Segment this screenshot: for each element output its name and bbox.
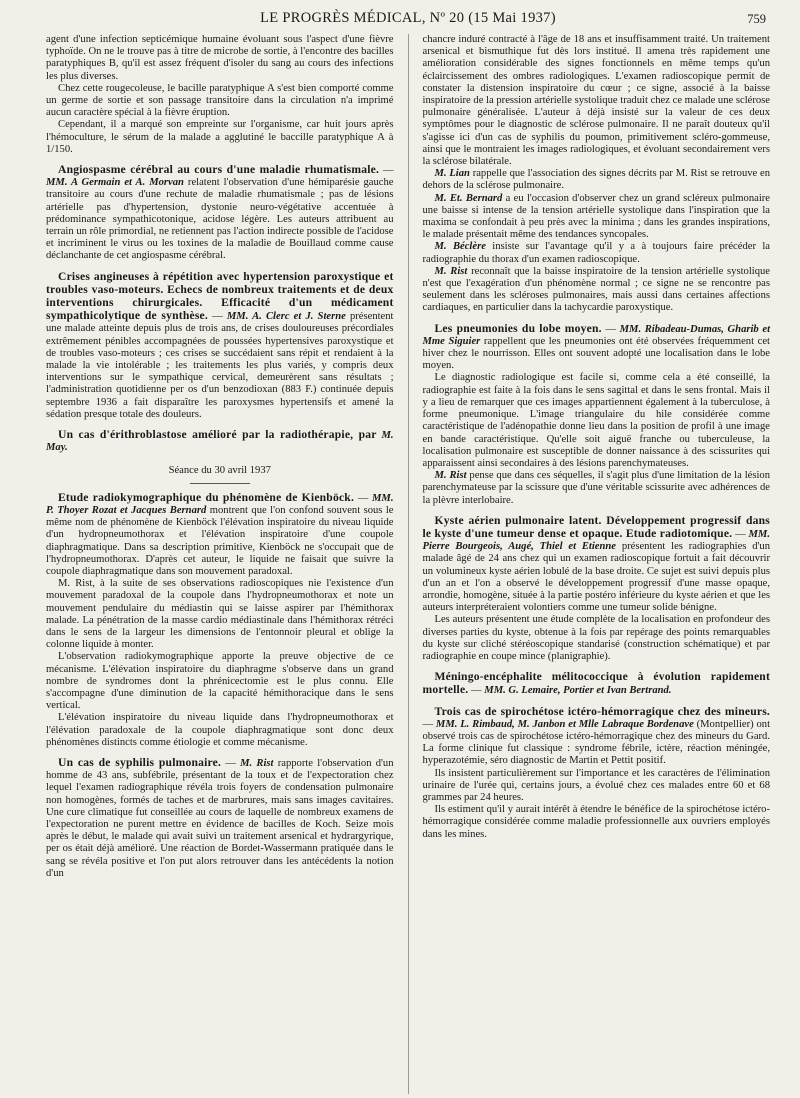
section-text: présentent les radiographies d'un malade âgé de 24 ans chez qui un examen radioscopique fortuit a fait découvrir un volumineux kyste aérien lobulé de la base droite. Ce sujet est suivi depuis plus d'un an et l'on a observé le développement progressif d'une masse opaque, arrondie, homogène, située à la partie postéro inférieure du kyste aérien et que les auteurs interpréteraient volontiers comme une tumeur solide bénigne. — [422, 541, 771, 614]
left-column — [46, 34, 394, 880]
section-authors: M. Rist — [240, 757, 274, 769]
section-title: Trois cas de spirochétose ictéro-hémorragique chez des mineurs. — [434, 704, 771, 718]
section-title: Méningo-encéphalite mélitococcique à évolution rapidement mortelle. — [422, 670, 771, 697]
discussant: M. Béclère — [434, 241, 486, 253]
section-authors: M. May. — [46, 430, 394, 454]
paragraph-text: rappelle que l'association des signes décrits par M. Rist se retrouve en dehors de la sclérose pulmonaire. — [422, 168, 771, 192]
paragraph: chancre induré contracté à l'âge de 18 ans et insuffisamment traité. Un traitement arsenical et bismuthique fut dès lors institué. Il amena très rapidement une amélioration considérable des signes fonctionnels en même temps qu'un éclaircissement des ombres radiologiques. L'examen radioscopique permit de constater la distension inspiratoire du cœur ; ce signe, associé à la baisse inspiratoire de la pression artérielle systolique traduit chez ce malade une sclérose pulmonaire généralisée. L'auteur à déjà insisté sur la valeur de ces deux symptômes pour le diagnostic de sclérose pulmonaire. Il ne paraît douteux qu'il s'agisse ici d'un cas de syphilis du poumon, primitivement scléro-gommeuse, ainsi que le montraient les images radiologiques, et évoluant secondairement vers la sclérose bilatérale. — [422, 34, 771, 168]
paragraph: Ils estiment qu'il y aurait intérêt à étendre le bénéfice de la spirochétose ictéro-hémorragique considérée comme maladie professionnelle aux ouvriers employés dans les mines. — [422, 804, 771, 840]
section-pneumonies-lobe-moyen: Les pneumonies du lobe moyen. — MM. Ribadeau-Dumas, Gharib et Mme Siguier rappellent que les pneumonies ont été observées fréquemment cet hiver chez le nourrisson. Elles ont souvent adopté une localisation dans le lobe moyen. Le diagnostic radiologique est facile si, comme cela a été conseillé, la radiographie est faite à la fois dans le sens sagittal et dans le sens frontal. Mais il y a lieu de remarquer que ces images appartiennent également à la tuberculose, à forme pneumonique. L'image triangulaire du hile considérée comme caractéristique de l'adénopathie donne lieu dans la position de profil à une image en bande caractéristique. Qu'elle soit aiguë franche ou tuberculeuse, la localisation pulmonaire est susceptible de donner naissance à des scissurites qui apparaissent ainsi secondaires à des lésions parenchymateuses. M. Rist pense que dans ces séquelles, il s'agit plus d'une limitation de la lésion parenchymateuse par la scissure que d'une véritable scissurite avec adhérences de la plèvre interlobaire. — [422, 321, 771, 506]
page-number: 759 — [747, 12, 766, 26]
section-erithroblastose — [46, 429, 394, 454]
section-authors: MM. P. Thoyer Rozat et Jacques Bernard — [46, 492, 394, 516]
discussant: M. Rist — [434, 265, 468, 277]
section-spirochetose: Trois cas de spirochétose ictéro-hémorragique chez des mineurs. — MM. L. Rimbaud, M. Janbon et Mlle Labraque Bordenave (Montpellier) ont observé trois cas de spirochétose ictéro-hémorragique chez des mineurs du Gard. La forme clinique fut classique : syndrome fébrile, ictère, réaction méningée, hyperazotémie, séro diagnostic de Martin et Pettit positif. Ils insistent particulièrement sur l'importance et les caractères de l'élimination urinaire de l'urée qui, certains jours, a évolué chez ces malades entre 60 et 68 grammes par 24 heures. Ils estiment qu'il y aurait intérêt à étendre le bénéfice de la spirochétose ictéro-hémorragique considérée comme maladie professionnelle aux ouvriers employés dans les mines. — [422, 704, 771, 840]
section-title: Angiospasme cérébral au cours d'une maladie rhumatismale. — [58, 163, 380, 177]
section-text: rapporte l'observation d'un homme de 43 ans, subfébrile, présentant de la toux et de l'expectoration chez lequel l'examen radiographique révéla trois foyers de condensation pulmonaire non homogènes, formés de taches et de marbrures, mais sans images cavitaires. Une cure climatique fut conseillée au cours de laquelle de nombreux examens de l'expectoration ne purent mettre en évidence de bacilles de Koch. Seize mois après le début, le malade qui avait suivi un traitement arsenical et hydrargyrique, per os était déjà amélioré. Une réaction de Bordet-Wassermann pratiquée dans le sang se révéla positive et l'on put alors retrouver dans les antécédents la notion d'un — [46, 757, 394, 879]
section-kyste-aerien: Kyste aérien pulmonaire latent. Développement progressif dans le kyste d'une tumeur dense et opaque. Etude radiotomique. — MM. Pierre Bourgeois, Augé, Thiel et Etienne présentent les radiographies d'un malade âgé de 24 ans chez qui un examen radioscopique fortuit a fait découvrir un volumineux kyste aérien lobulé de la base droite. Ce sujet est suivi depuis plus d'un an et l'on a observé le développement progressif d'une masse opaque, arrondie, homogène, située à la partie postéro inférieure du kyste aérien et que les auteurs interpréteraient volontiers comme une tumeur solide bénigne. Les auteurs présentent une étude complète de la localisation en profondeur des diverses parties du kyste, obtenue à la fois par repérage des points remarquables du kyste sur cliché stéréoscopique standarisé (construction schématique) et par radiographie en coupe mince (planigraphie). — [422, 513, 771, 662]
paragraph-text: pense que dans ces séquelles, il s'agit plus d'une limitation de la lésion parenchymateuse par la scissure que d'une véritable scissurite avec adhérences de la plèvre interlobaire. — [422, 470, 771, 506]
section-angiospasme: Angiospasme cérébral au cours d'une maladie rhumatismale. — MM. A Germain et A. Morvan relatent l'observation d'une hémiparésie gauche transitoire au cours d'une rechute de maladie rhumatismale ; pas de lésions artérielle pas d'hypertension, dystonie neuro-végétative accentuée à prédominance sympathicotonique, acidose légère. Les auteurs attribuent au terrain un rôle primordial, ne retiennent pas l'action indirecte possible de l'acidose et incriminent le virus ou les toxines de la maladie de Bouillaud comme cause déclanchante de cet angiospasme cérébral. — [46, 163, 394, 262]
section-title: Etude radiokymographique du phénomène de Kienböck. — [58, 490, 355, 504]
paragraph: Chez cette rougecoleuse, le bacille paratyphique A s'est bien comporté comme un germe de sortie et son passage transitoire dans la circulation n'a imprimé aucun caractère spécial à la fièvre éruption. — [46, 82, 394, 119]
discussant: M. Lian — [434, 168, 470, 180]
section-authors: MM. L. Rimbaud, M. Janbon et Mlle Labraque Bordenave — [435, 718, 694, 730]
section-kienbock: Etude radiokymographique du phénomène de Kienböck. — MM. P. Thoyer Rozat et Jacques Bernard montrent que l'on confond souvent sous le même nom de phénomène de Kienböck l'élévation inspiratoire du niveau liquide d'un hydropneumothorax et l'élévation inspiratoire d'une coupole diaphragmatique. Dans sa description primitive, Kienböck ne s'occupait que de l'hydropneumothorax. D'après cet auteur, le liquide ne faisait que suivre la coupole diaphragmatique dans son mouvement paradoxal. M. Rist, à la suite de ses observations radioscopiques nie l'existence d'un mouvement paradoxal de la coupole dans l'hydropneumothorax et note un mouvement pendulaire du médiastin qui se laisse aspirer par l'hémithorax malade. La pénétration de la masse cardio médiastinale dans l'hémithorax rétréci dans le sens de la largeur les dimensions de l'entonnoir pleural et oblige la colonne liquide à monter. L'observation radiokymographique apporte la preuve objective de ce mécanisme. L'élévation inspiratoire du diaphragme s'observe dans un grand nombre de syndromes dont la phrénicectomie est le plus connu. Elle s'accompagne d'une diminution de la capacité hémithoracique dans le sens vertical. L'élévation inspiratoire du niveau liquide dans l'hydropneumothorax et l'élévation paradoxale de la coupole diaphragmatique sont donc deux phénomènes distincts comme étiologie et comme mécanisme. — [46, 490, 394, 748]
section-authors: MM. A. Clerc et J. Sterne — [226, 311, 346, 323]
section-text: rappellent que les pneumonies ont été observées fréquemment cet hiver chez le nourrisson. Elles ont souvent adopté une localisation dans le lobe moyen. — [422, 335, 771, 372]
section-authors: MM. A Germain et A. Morvan — [46, 177, 184, 189]
paragraph: Ils insistent particulièrement sur l'importance et les caractères de l'élimination urinaire de l'urée qui, certains jours, a évolué chez ces malades entre 60 et 68 grammes par 24 heures. — [422, 767, 771, 803]
section-authors: MM. Pierre Bourgeois, Augé, Thiel et Etienne — [422, 528, 771, 553]
session-divider — [190, 483, 250, 484]
section-text: relatent l'observation d'une hémiparésie gauche transitoire au cours d'une rechute de maladie rhumatismale ; pas de lésions artérielle pas d'hypertension, dystonie neuro-végétative accentuée à prédominance sympathicotonique, acidose légère. Les auteurs attribuent au terrain un rôle primordial, ne retiennent pas l'action indirecte possible de l'acidose et incriminent le virus ou les toxines de la maladie de Bouillaud comme cause déclanchante de cet angiospasme cérébral. — [46, 177, 394, 262]
section-crises-angineuses: Crises angineuses à répétition avec hypertension paroxystique et troubles vaso-moteurs. Echecs de nombreux traitements et de deux interventions chirurgicales. Efficacité d'un médicament sympathicolytique de synthèse. — MM. A. Clerc et J. Sterne présentent une malade atteinte depuis plus de trois ans, de crises douloureuses précordiales extrêmement pénibles accompagnées de poussées hypertensives paroxystique et de troubles vaso-moteurs ; ces crises se succédaient sans répit et rendaient à la malade la vie intolérable ; les traitements les plus variés, y compris deux interventions sur le sympathique cervical, demeurèrent sans résultats ; l'administration quotidienne per os d'un benzodioxan (883 F.) continuée depuis septembre 1936 a fait disparaître les paroxysmes hypertensifs et amené la sédation presque totale des douleurs. — [46, 269, 394, 420]
section-authors: MM. G. Lemaire, Portier et Ivan Bertrand. — [484, 685, 672, 697]
paragraph-text: a eu l'occasion d'observer chez un grand scléreux pulmonaire une baisse si intense de la tension artérielle systolique dans l'inspiration que la maxima se confondait à peu près avec la minima ; dans les grandes inspirations, le malade présentait même des tendances syncopales. — [422, 192, 771, 241]
right-column — [423, 34, 771, 841]
section-title: Kyste aérien pulmonaire latent. Développement progressif dans le kyste d'une tumeur dense et opaque. Etude radiotomique. — [422, 513, 771, 540]
paragraph: agent d'une infection septicémique humaine évoluant sous l'aspect d'une fièvre typhoïde. On ne le trouve pas à titre de microbe de sortie, à l'encontre des bacilles paratyphiques B, qu'il est assez fréquent d'isoler du sang au cours des infections les plus diverses. — [46, 34, 394, 82]
section-continuation — [46, 34, 394, 156]
paragraph: Cependant, il a marqué son empreinte sur l'organisme, car huit jours après l'hémoculture, le sérum de la malade a agglutiné le baccille paratyphique A à 1/150. — [46, 119, 394, 155]
section-syphilis-pulmonaire: Un cas de syphilis pulmonaire. — M. Rist rapporte l'observation d'un homme de 43 ans, subfébrile, présentant de la toux et de l'expectoration chez lequel l'examen radiographique révéla trois foyers de condensation pulmonaire non homogènes, formés de taches et de marbrures, mais sans images cavitaires. Une cure climatique fut conseillée au cours de laquelle de nombreux examens de l'expectoration ne purent mettre en évidence de bacilles de Koch. Seize mois après le début, le malade qui avait suivi un traitement arsenical et hydrargyrique, per os était déjà amélioré. Une réaction de Bordet-Wassermann pratiquée dans le sang se révéla positive et l'on put alors retrouver dans les antécédents la notion d'un — [46, 755, 394, 879]
paragraph-text: insiste sur l'avantage qu'il y a à toujours faire précéder la radiographie du thorax d'un examen radioscopique. — [422, 241, 770, 265]
section-meningo-encephalite: Méningo-encéphalite mélitococcique à évolution rapidement mortelle. — MM. G. Lemaire, Portier et Ivan Bertrand. — [422, 670, 771, 697]
section-text: présentent une malade atteinte depuis plus de trois ans, de crises douloureuses précordiales extrêmement pénibles accompagnées de poussées hypertensives paroxystique et de troubles vaso-moteurs ; ces crises se succédaient sans répit et rendaient à la malade la vie intolérable ; les traitements les plus variés, y compris deux interventions sur le sympathique cervical, demeurèrent sans résultats ; l'administration quotidienne per os d'un benzodioxan (883 F.) continuée depuis septembre 1936 a fait disparaître les paroxysmes hypertensifs et amené la sédation presque totale des douleurs. — [46, 311, 394, 420]
page-header — [46, 0, 770, 34]
section-authors: MM. Ribadeau-Dumas, Gharib et Mme Siguier — [422, 323, 771, 347]
section-title: Un cas de syphilis pulmonaire. — [58, 755, 222, 769]
discussant: M. Et. Bernard — [434, 192, 503, 204]
paragraph: M. Rist, à la suite de ses observations radioscopiques nie l'existence d'un mouvement paradoxal de la coupole dans l'hydropneumothorax et note un mouvement pendulaire du médiastin qui se laisse aspirer par l'hémithorax malade. La pénétration de la masse cardio médiastinale dans l'hémithorax rétréci dans le sens de la largeur les dimensions de l'entonnoir pleural et oblige la colonne liquide à monter. — [46, 578, 394, 651]
paragraph: L'observation radiokymographique apporte la preuve objective de ce mécanisme. L'élévation inspiratoire du diaphragme s'observe dans un grand nombre de syndromes dont la phrénicectomie est le plus connu. Elle s'accompagne d'une diminution de la capacité hémithoracique dans le sens vertical. — [46, 651, 394, 712]
paragraph-text: reconnaît que la baisse inspiratoire de la tension artérielle systolique n'est que l'exagération d'un phénomène normal ; ce signe ne se rencontre pas seulement dans les scléroses pulmonaires, mais aussi dans certaines affections cardiaques, en particulier dans la tachycardie paroxystique. — [422, 265, 771, 314]
section-text: (Montpellier) ont observé trois cas de spirochétose ictéro-hémorragique chez des mineurs du Gard. La forme clinique fut classique : syndrome fébrile, ictère, réaction méningée, hyperazotémie, séro diagnostic de Martin et Pettit positif. — [422, 718, 771, 767]
section-title: Les pneumonies du lobe moyen. — [434, 321, 602, 335]
paragraph: Les auteurs présentent une étude complète de la localisation en profondeur des diverses parties du kyste, obtenue à la fois par repérage des points remarquables du kyste sur cliché stéréoscopique standarisé (construction schématique) et par radiographie en coupe mince (planigraphie). — [422, 614, 771, 662]
section-syphilis-continued — [423, 34, 771, 315]
session-date: Séance du 30 avril 1937 — [168, 464, 271, 476]
paragraph: Le diagnostic radiologique est facile si, comme cela a été conseillé, la radiographie est faite à la fois dans le sens sagittal et dans le sens frontal. Mais il y a lieu de remarquer que ces images appartiennent également à la tuberculose, à forme pneumonique. L'image triangulaire du hile considérée comme caractéristique de l'adénopathie donne lieu dans la position de profil à une image en bande caractéristique. Qu'elle soit aiguë franche ou tuberculeuse, la localisation pulmonaire est susceptible de donner naissance à des scissurites qui apparaissent ainsi secondaires à des lésions parenchymateuses. — [422, 372, 771, 469]
discussant: M. Rist — [434, 470, 467, 482]
two-column-body — [46, 34, 770, 1094]
section-title: Un cas d'érithroblastose amélioré par la radiothérapie, par — [58, 428, 377, 442]
paragraph: L'élévation inspiratoire du niveau liquide dans l'hydropneumothorax et l'élévation paradoxale de la coupole diaphragmatique sont donc deux phénomènes distincts comme étiologie et comme mécanisme. — [46, 712, 394, 748]
running-title: LE PROGRÈS MÉDICAL, Nº 20 (15 Mai 1937) — [260, 10, 556, 26]
section-title: Crises angineuses à répétition avec hypertension paroxystique et troubles vaso-moteurs. Echecs de nombreux traitements et de deux interventions chirurgicales. Efficacité d'un médicament sympathicolytique de synthèse. — [46, 269, 394, 323]
section-text: montrent que l'on confond souvent sous le même nom de phénomène de Kienböck l'élévation inspiratoire du niveau liquide d'un hydropneumothorax et l'élévation inspiratoire d'une coupole diaphragmatique. Dans sa description primitive, Kienböck ne s'occupait que de l'hydropneumothorax. D'après cet auteur, le liquide ne faisait que suivre la coupole diaphragmatique dans son mouvement paradoxal. — [46, 504, 394, 577]
column-divider — [408, 34, 409, 1094]
